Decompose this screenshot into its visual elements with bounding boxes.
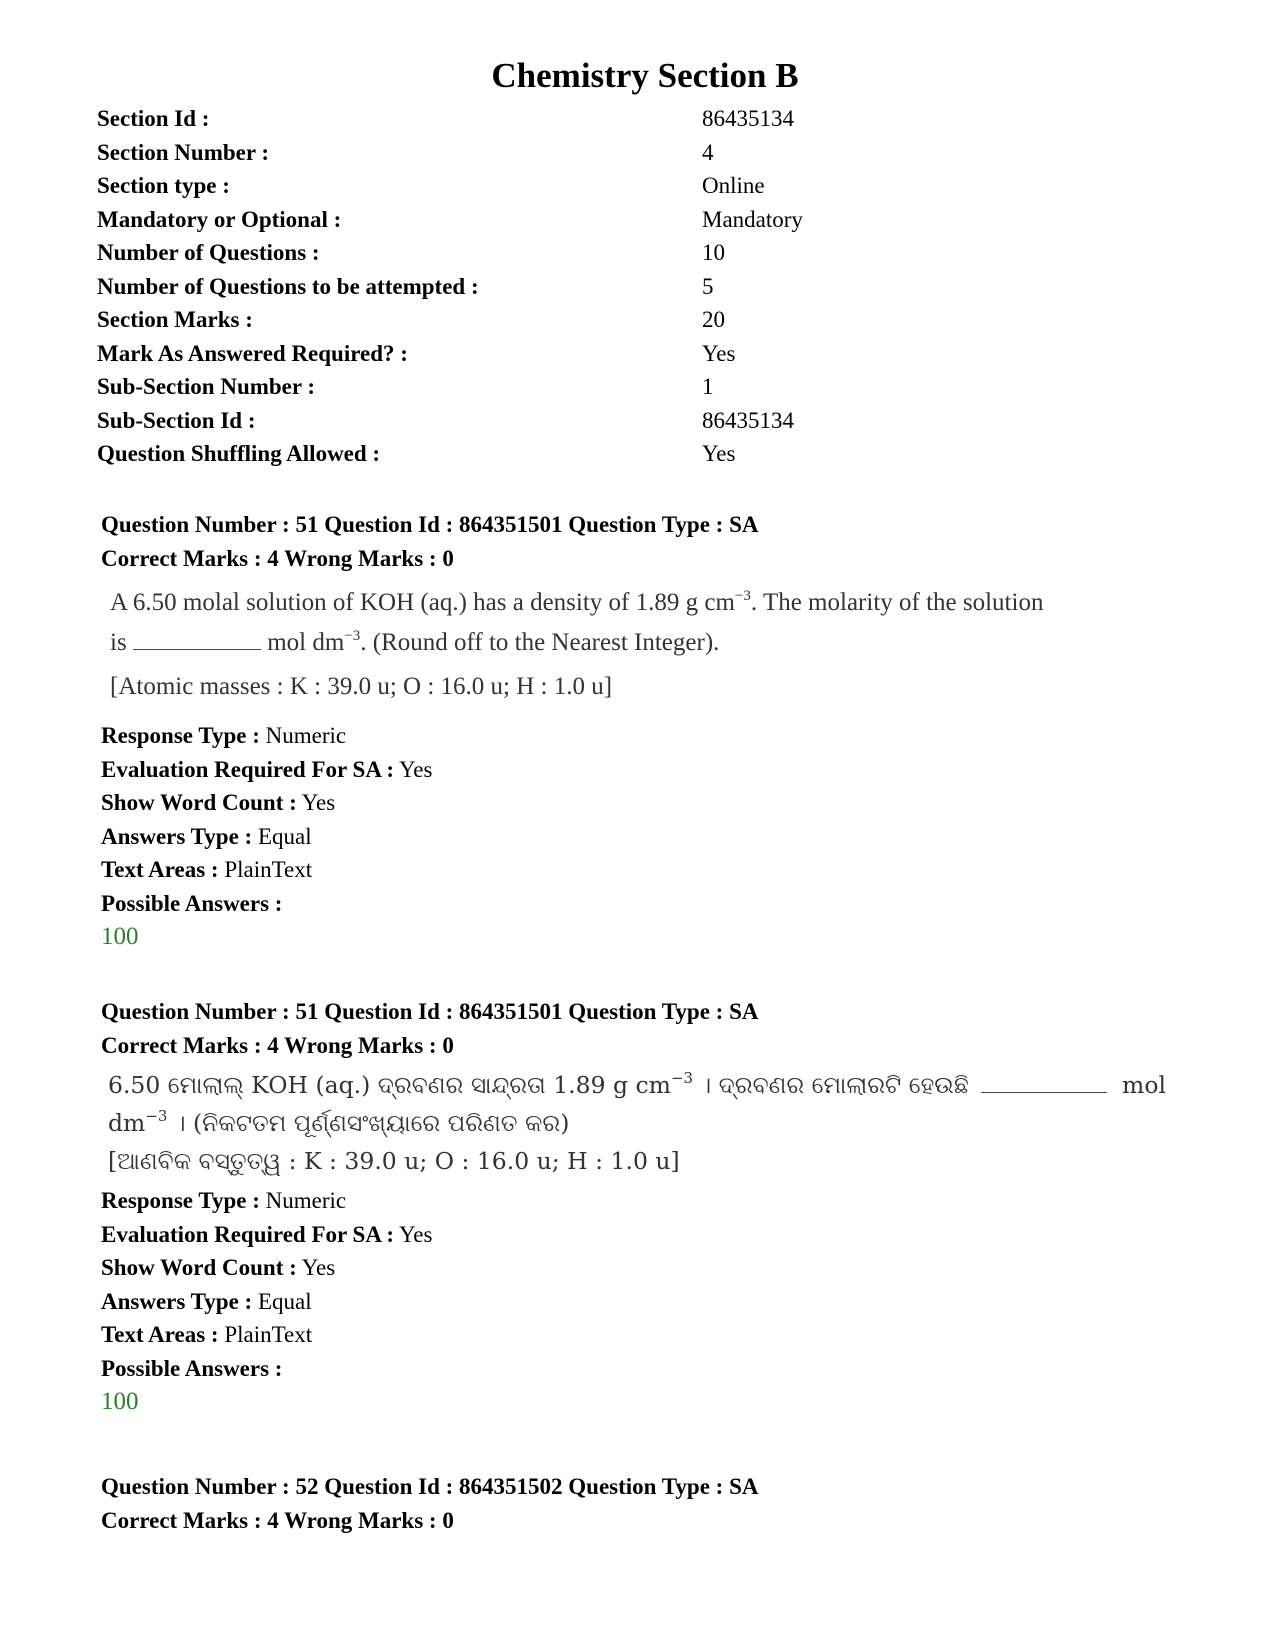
meta-label: Section Id : bbox=[97, 106, 210, 131]
meta-value: Online bbox=[702, 173, 765, 198]
property-value: Numeric bbox=[265, 723, 347, 748]
meta-value: Yes bbox=[702, 441, 736, 466]
property-key: Possible Answers : bbox=[101, 890, 283, 916]
property-value: Yes bbox=[399, 1221, 433, 1247]
meta-label: Sub-Section Id : bbox=[97, 407, 256, 433]
meta-label: Mandatory or Optional : bbox=[97, 206, 342, 232]
property-key: Response Type : bbox=[101, 1188, 260, 1213]
superscript: −3 bbox=[734, 588, 751, 604]
text-span: mol bbox=[1122, 1071, 1166, 1099]
meta-value: 86435134 bbox=[702, 407, 794, 433]
possible-answer: 100 bbox=[101, 923, 139, 950]
text-span: । (ନିକଟତମ ପୂର୍ଣ୍ଣସଂଖ୍ୟାରେ ପରିଣତ କର) bbox=[174, 1109, 570, 1137]
superscript: −3 bbox=[670, 1069, 694, 1087]
question-text-line: [ଆଣବିକ ବସ୍ତୁତ୍ୱ : K : 39.0 u; O : 16.0 u; H : 1.0 u] bbox=[108, 1147, 680, 1175]
meta-label: Mark As Answered Required? : bbox=[97, 340, 408, 366]
property-row bbox=[101, 1218, 1166, 1252]
question-text-line bbox=[110, 623, 1043, 663]
question-header: Question Number : 51 Question Id : 864351501 Question Type : SA bbox=[101, 512, 759, 537]
property-key: Possible Answers : bbox=[101, 1355, 283, 1381]
property-value: Equal bbox=[257, 1288, 312, 1314]
question-text-line bbox=[108, 1104, 1166, 1142]
question-text bbox=[110, 583, 1043, 707]
meta-label: Number of Questions : bbox=[97, 240, 320, 265]
property-key: Show Word Count : bbox=[101, 1255, 297, 1280]
text-span: . The molarity of the solution bbox=[750, 589, 1044, 616]
possible-answer: 100 bbox=[101, 1388, 139, 1415]
question-block bbox=[101, 995, 1166, 1419]
text-span: dm bbox=[108, 1109, 146, 1137]
meta-label: Section type : bbox=[97, 173, 230, 198]
property-row bbox=[101, 1184, 1166, 1218]
property-key: Evaluation Required For SA : bbox=[101, 756, 395, 782]
meta-label: Sub-Section Number : bbox=[97, 374, 316, 399]
meta-value: Mandatory bbox=[702, 206, 803, 232]
property-row bbox=[101, 1251, 1166, 1285]
question-text-line bbox=[108, 1066, 1166, 1104]
property-key: Show Word Count : bbox=[101, 790, 297, 815]
question-properties bbox=[101, 719, 1043, 954]
property-row bbox=[101, 1285, 1166, 1319]
meta-value: 4 bbox=[702, 139, 714, 165]
meta-label: Section Marks : bbox=[97, 307, 253, 332]
question-header: Question Number : 51 Question Id : 864351501 Question Type : SA bbox=[101, 999, 759, 1024]
question-text bbox=[108, 1066, 1166, 1180]
page-title: Chemistry Section B bbox=[491, 56, 799, 95]
property-value: Yes bbox=[301, 1255, 336, 1280]
meta-value: 10 bbox=[702, 240, 725, 265]
answer-blank bbox=[133, 631, 261, 650]
question-marks: Correct Marks : 4 Wrong Marks : 0 bbox=[101, 545, 454, 571]
property-value: PlainText bbox=[224, 857, 313, 882]
property-row bbox=[101, 820, 1043, 854]
answer-blank bbox=[981, 1074, 1107, 1093]
property-key: Text Areas : bbox=[101, 1322, 219, 1347]
question-text-line: [Atomic masses : K : 39.0 u; O : 16.0 u; H : 1.0 u] bbox=[110, 673, 613, 700]
property-key: Answers Type : bbox=[101, 823, 253, 849]
property-value: Yes bbox=[399, 756, 433, 782]
meta-label: Number of Questions to be attempted : bbox=[97, 273, 479, 299]
question-marks: Correct Marks : 4 Wrong Marks : 0 bbox=[101, 1032, 454, 1058]
property-value: Yes bbox=[301, 790, 336, 815]
question-marks: Correct Marks : 4 Wrong Marks : 0 bbox=[101, 1507, 454, 1533]
property-value: Equal bbox=[257, 823, 312, 849]
text-span: . (Round off to the Nearest Integer). bbox=[360, 629, 720, 656]
property-row bbox=[101, 786, 1043, 820]
meta-label: Section Number : bbox=[97, 139, 270, 165]
meta-value: 5 bbox=[702, 273, 714, 299]
meta-value: 86435134 bbox=[702, 106, 794, 131]
question-block bbox=[101, 508, 1043, 954]
meta-value: Yes bbox=[702, 340, 736, 366]
property-row bbox=[101, 719, 1043, 753]
question-header: Question Number : 52 Question Id : 864351502 Question Type : SA bbox=[101, 1474, 759, 1499]
property-key: Answers Type : bbox=[101, 1288, 253, 1314]
property-value: Numeric bbox=[265, 1188, 347, 1213]
text-span: is bbox=[110, 629, 127, 656]
property-row bbox=[101, 853, 1043, 887]
meta-value: 1 bbox=[702, 374, 714, 399]
question-block bbox=[101, 1470, 759, 1537]
text-span: A 6.50 molal solution of KOH (aq.) has a density of 1.89 g cm bbox=[110, 589, 735, 616]
property-row bbox=[101, 887, 1043, 921]
property-row bbox=[101, 1318, 1166, 1352]
property-key: Evaluation Required For SA : bbox=[101, 1221, 395, 1247]
text-span: 6.50 ମୋଲାଲ୍ KOH (aq.) ଦ୍ରବଣର ସାନ୍ଦ୍ରତା 1.89 g cm bbox=[108, 1071, 671, 1099]
question-properties bbox=[101, 1184, 1166, 1419]
meta-value: 20 bbox=[702, 307, 725, 332]
text-span: mol dm bbox=[267, 629, 345, 656]
superscript: −3 bbox=[145, 1107, 168, 1125]
property-row bbox=[101, 753, 1043, 787]
question-text-line bbox=[110, 583, 1043, 623]
property-row bbox=[101, 1352, 1166, 1386]
superscript: −3 bbox=[344, 628, 361, 644]
meta-label: Question Shuffling Allowed : bbox=[97, 441, 381, 466]
text-span: । ଦ୍ରବଣର ମୋଲାରଟି ହେଉଛି bbox=[700, 1071, 969, 1099]
property-value: PlainText bbox=[224, 1322, 313, 1347]
property-key: Text Areas : bbox=[101, 857, 219, 882]
property-key: Response Type : bbox=[101, 723, 260, 748]
